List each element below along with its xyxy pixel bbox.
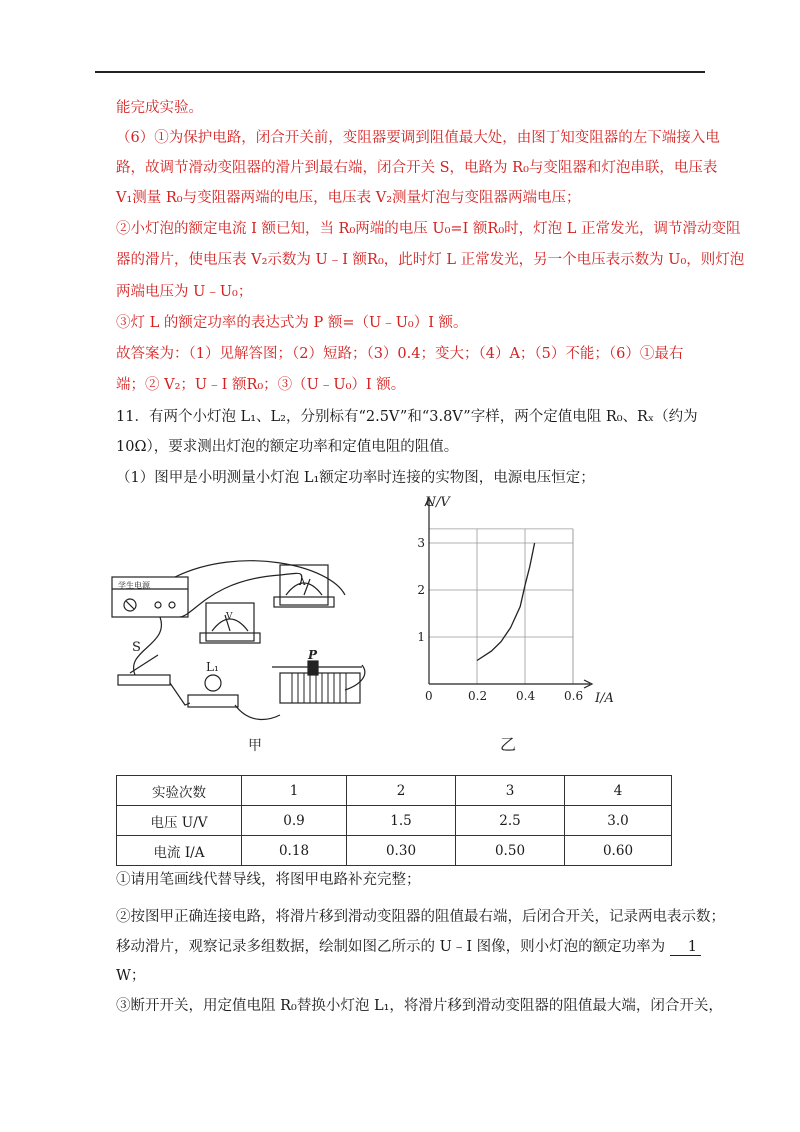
y-tick-label: 2	[417, 583, 425, 597]
table-cell: 4	[565, 776, 672, 806]
question-11: 11．有两个小灯泡 L₁、L₂，分别标有“2.5V”和“3.8V”字样，两个定值电阻 R₀、Rₓ（约为	[116, 409, 698, 425]
table-row	[117, 836, 672, 866]
x-tick-label: 0	[425, 689, 433, 703]
ammeter-label: A	[299, 578, 306, 588]
sub-question-1: ①请用笔画线代替导线，将图甲电路补充完整；	[116, 872, 421, 888]
circuit-figure	[100, 555, 390, 765]
ui-chart	[405, 488, 630, 758]
table-cell: 实验次数	[117, 776, 242, 806]
text-line: 端；② V₂；U﹣I 额R₀；③（U﹣U₀）I 额。	[116, 377, 406, 393]
table-cell: 0.18	[242, 836, 347, 866]
y-axis-label: U/V	[425, 495, 450, 510]
table-cell: 2.5	[456, 806, 565, 836]
table-cell: 0.30	[347, 836, 456, 866]
figure-caption-yi: 乙	[500, 735, 517, 754]
data-table	[116, 775, 672, 866]
x-axis-label: I/A	[595, 691, 614, 706]
text-line: ②小灯泡的额定电流 I 额已知，当 R₀两端的电压 U₀=I 额R₀时，灯泡 L 正常发光，调节滑动变阻	[116, 221, 741, 237]
table-cell: 1.5	[347, 806, 456, 836]
text-line: 故答案为：（1）见解答图；（2）短路；（3）0.4；变大；（4）A；（5）不能；（6）①最右	[116, 346, 684, 362]
voltmeter	[206, 603, 254, 641]
text-line: 路，故调节滑动变阻器的滑片到最右端，闭合开关 S，电路为 R₀与变阻器和灯泡串联，电压表	[116, 160, 718, 176]
table-cell: 0.60	[565, 836, 672, 866]
text-line: 器的滑片，使电压表 V₂示数为 U﹣I 额R₀，此时灯 L 正常发光，另一个电压表示数为 U₀，则灯泡	[116, 252, 745, 268]
table-cell: 电流 I/A	[117, 836, 242, 866]
text-line: （6）①为保护电路，闭合开关前，变阻器要调到阻值最大处，由图丁知变阻器的左下端接入电	[116, 130, 720, 146]
text-line: W；	[116, 968, 146, 984]
figure-caption-jia: 甲	[248, 738, 262, 754]
x-tick-label: 0.2	[468, 689, 488, 703]
lamp-bulb	[205, 675, 221, 691]
table-cell: 3	[456, 776, 565, 806]
answer-blank: 1	[670, 939, 701, 956]
slider-label: P	[308, 648, 318, 662]
table-cell: 3.0	[565, 806, 672, 836]
table-cell: 1	[242, 776, 347, 806]
y-tick-label: 1	[417, 630, 425, 644]
text-line: 能完成实验。	[116, 100, 203, 116]
sub-question-2: ②按图甲正确连接电路，将滑片移到滑动变阻器的阻值最右端，后闭合开关，记录两电表示数；	[116, 909, 725, 925]
table-cell: 2	[347, 776, 456, 806]
table-cell: 0.50	[456, 836, 565, 866]
table-row	[117, 776, 672, 806]
sub-question-3: ③断开开关，用定值电阻 R₀替换小灯泡 L₁，将滑片移到滑动变阻器的阻值最大端，闭合开关，	[116, 998, 723, 1014]
lamp-base	[188, 695, 238, 707]
y-tick-label: 3	[417, 536, 425, 550]
power-label: 学生电源	[118, 581, 150, 590]
text-line: ③灯 L 的额定功率的表达式为 P 额=（U﹣U₀）I 额。	[116, 315, 468, 331]
lamp-label: L₁	[206, 660, 219, 674]
text-line: 10Ω），要求测出灯泡的额定功率和定值电阻的阻值。	[116, 439, 459, 455]
switch	[118, 675, 170, 685]
text-line: V₁测量 R₀与变阻器两端的电压，电压表 V₂测量灯泡与变阻器两端电压；	[116, 190, 581, 206]
x-tick-label: 0.6	[564, 689, 584, 703]
text-line	[116, 937, 701, 957]
header-rule	[95, 71, 705, 73]
text-segment: 移动滑片，观察记录多组数据，绘制如图乙所示的 U﹣I 图像，则小灯泡的额定功率为	[116, 939, 666, 955]
switch-label: S	[132, 640, 141, 655]
text-line: 两端电压为 U﹣U₀；	[116, 284, 253, 300]
table-row	[117, 806, 672, 836]
voltmeter-label: V	[226, 612, 233, 622]
x-tick-label: 0.4	[516, 689, 536, 703]
table-cell: 电压 U/V	[117, 806, 242, 836]
table-cell: 0.9	[242, 806, 347, 836]
text-line: （1）图甲是小明测量小灯泡 L₁额定功率时连接的实物图，电源电压恒定；	[116, 470, 595, 486]
ui-curve	[477, 543, 535, 661]
